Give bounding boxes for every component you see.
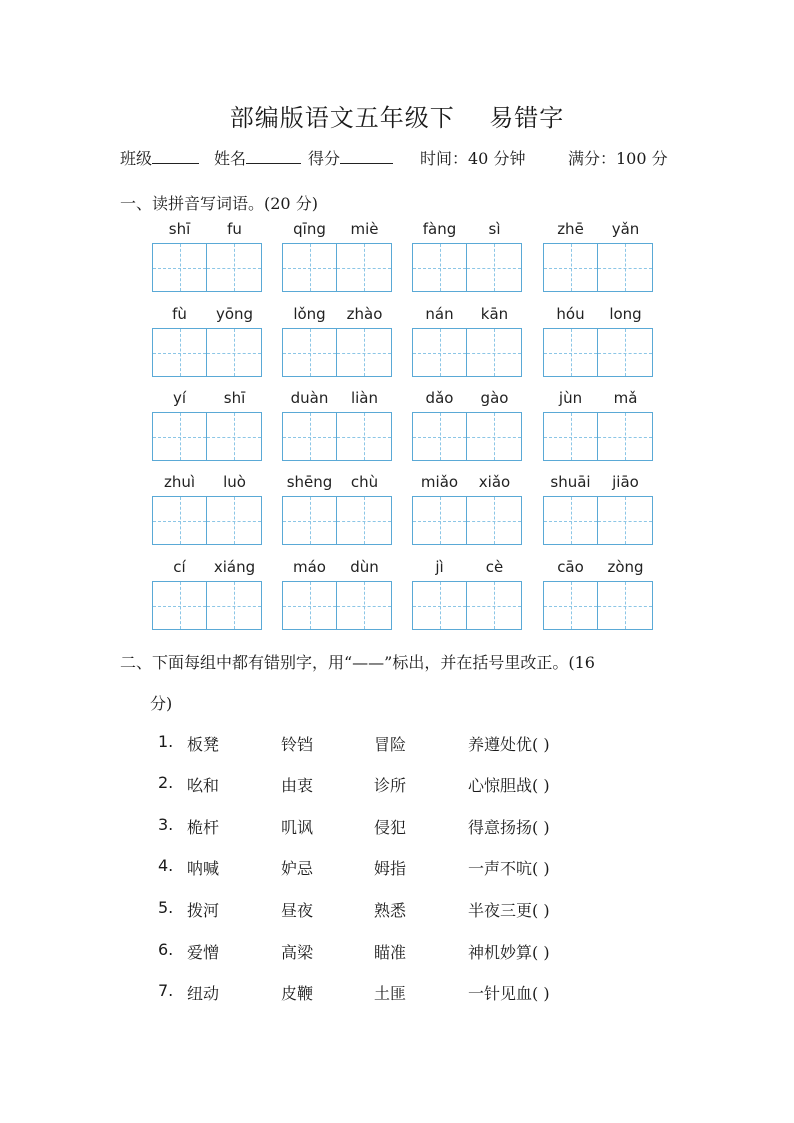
score-label: 得分 <box>308 149 341 168</box>
idiom-with-blank: 神机妙算( ) <box>468 943 550 962</box>
pinyin-syllable: máo <box>293 558 326 576</box>
idiom-with-blank: 一声不吭( ) <box>468 859 550 878</box>
writing-box[interactable] <box>152 328 207 377</box>
writing-box[interactable] <box>467 243 522 292</box>
time-text: 时间：40 分钟 <box>420 149 526 168</box>
pinyin-syllable: xiǎo <box>478 473 511 491</box>
writing-box[interactable] <box>282 496 337 545</box>
writing-box[interactable] <box>598 328 653 377</box>
writing-box[interactable] <box>152 243 207 292</box>
item-number: 3. <box>158 815 174 834</box>
word-group <box>152 305 262 377</box>
word-item <box>158 732 618 756</box>
word: 板凳 <box>187 735 220 754</box>
pinyin-syllable: hóu <box>556 305 585 323</box>
word-group <box>412 558 522 630</box>
word-group <box>412 473 522 545</box>
writing-box[interactable] <box>467 581 522 630</box>
word-item <box>158 898 618 922</box>
writing-box[interactable] <box>412 581 467 630</box>
pinyin-syllable: dǎo <box>425 389 454 407</box>
word-group <box>412 220 522 292</box>
word: 爱憎 <box>187 943 220 962</box>
pinyin-syllable: kān <box>480 305 509 323</box>
pinyin-syllable: jùn <box>558 389 583 407</box>
writing-box[interactable] <box>337 328 392 377</box>
writing-box[interactable] <box>282 581 337 630</box>
pinyin-syllable: jì <box>435 558 444 576</box>
pinyin-syllable: miǎo <box>420 473 459 491</box>
pinyin-syllable: yōng <box>215 305 254 323</box>
writing-box[interactable] <box>337 496 392 545</box>
writing-box[interactable] <box>282 328 337 377</box>
writing-box[interactable] <box>543 412 598 461</box>
writing-box[interactable] <box>543 243 598 292</box>
word-group <box>282 389 392 461</box>
info-line <box>120 146 680 170</box>
word-group <box>282 305 392 377</box>
pinyin-syllable: lǒng <box>293 305 326 323</box>
pinyin-syllable: cí <box>173 558 186 576</box>
writing-box[interactable] <box>412 243 467 292</box>
writing-box[interactable] <box>282 243 337 292</box>
pinyin-syllable: dùn <box>350 558 379 576</box>
pinyin-syllable: nán <box>425 305 454 323</box>
word-group <box>282 558 392 630</box>
word: 妒忌 <box>281 859 314 878</box>
writing-box[interactable] <box>543 328 598 377</box>
pinyin-syllable: mǎ <box>613 389 638 407</box>
word: 土匪 <box>374 984 407 1003</box>
writing-box[interactable] <box>467 412 522 461</box>
word-group <box>543 220 653 292</box>
word: 皮鞭 <box>281 984 314 1003</box>
pinyin-syllable: luò <box>223 473 246 491</box>
writing-box[interactable] <box>412 328 467 377</box>
full-score-text: 满分：100 分 <box>568 149 668 168</box>
pinyin-syllable: zòng <box>607 558 644 576</box>
pinyin-syllable: zhào <box>346 305 383 323</box>
word: 拨河 <box>187 901 220 920</box>
word-group <box>152 558 262 630</box>
pinyin-syllable: jiāo <box>612 473 639 491</box>
pinyin-syllable: yǎn <box>611 220 640 238</box>
pinyin-syllable: yí <box>172 389 187 407</box>
pinyin-syllable: liàn <box>350 389 379 407</box>
idiom-with-blank: 一针见血( ) <box>468 984 550 1003</box>
pinyin-syllable: zhē <box>557 220 584 238</box>
pinyin-syllable: miè <box>350 220 379 238</box>
pinyin-syllable: xiáng <box>213 558 256 576</box>
word: 叽讽 <box>281 818 314 837</box>
class-blank[interactable] <box>152 146 199 164</box>
item-number: 4. <box>158 856 174 875</box>
word-group <box>412 305 522 377</box>
word: 吆和 <box>187 776 220 795</box>
pinyin-syllable: cāo <box>557 558 584 576</box>
word-group <box>282 473 392 545</box>
writing-box[interactable] <box>207 496 262 545</box>
word-group <box>152 389 262 461</box>
writing-box[interactable] <box>412 496 467 545</box>
pinyin-syllable: zhuì <box>163 473 196 491</box>
name-blank[interactable] <box>246 146 301 164</box>
pinyin-syllable: gào <box>480 389 509 407</box>
writing-box[interactable] <box>412 412 467 461</box>
word: 昼夜 <box>281 901 314 920</box>
writing-box[interactable] <box>467 496 522 545</box>
writing-box[interactable] <box>598 581 653 630</box>
pinyin-row <box>152 558 654 630</box>
pinyin-row <box>152 220 654 292</box>
word: 高梁 <box>281 943 314 962</box>
item-number: 7. <box>158 981 174 1000</box>
writing-box[interactable] <box>337 412 392 461</box>
writing-box[interactable] <box>598 496 653 545</box>
item-number: 1. <box>158 732 174 751</box>
pinyin-syllable: shuāi <box>550 473 591 491</box>
pinyin-syllable: qīng <box>293 220 326 238</box>
section1-heading: 一、读拼音写词语。(20 分) <box>120 194 318 213</box>
pinyin-syllable: shēng <box>286 473 333 491</box>
writing-box[interactable] <box>152 581 207 630</box>
pinyin-row <box>152 305 654 377</box>
idiom-with-blank: 半夜三更( ) <box>468 901 550 920</box>
pinyin-syllable: duàn <box>290 389 329 407</box>
pinyin-row <box>152 473 654 545</box>
word: 呐喊 <box>187 859 220 878</box>
score-blank[interactable] <box>340 146 393 164</box>
pinyin-syllable: long <box>609 305 642 323</box>
idiom-with-blank: 心惊胆战( ) <box>468 776 550 795</box>
word-group <box>543 558 653 630</box>
word: 桅杆 <box>187 818 220 837</box>
writing-box[interactable] <box>337 581 392 630</box>
item-number: 5. <box>158 898 174 917</box>
writing-box[interactable] <box>207 412 262 461</box>
writing-box[interactable] <box>337 243 392 292</box>
class-label: 班级 <box>120 149 153 168</box>
writing-box[interactable] <box>467 328 522 377</box>
word: 姆指 <box>374 859 407 878</box>
pinyin-syllable: fu <box>227 220 242 238</box>
pinyin-syllable: cè <box>485 558 504 576</box>
word: 瞄准 <box>374 943 407 962</box>
page-title: 部编版语文五年级下 易错字 <box>229 104 565 132</box>
pinyin-row <box>152 389 654 461</box>
word-group <box>543 389 653 461</box>
pinyin-syllable: chù <box>350 473 379 491</box>
pinyin-syllable: shī <box>168 220 191 238</box>
writing-box[interactable] <box>152 412 207 461</box>
word-group <box>543 305 653 377</box>
writing-box[interactable] <box>207 243 262 292</box>
writing-box[interactable] <box>598 412 653 461</box>
word-group <box>152 473 262 545</box>
writing-box[interactable] <box>207 328 262 377</box>
pinyin-syllable: fù <box>172 305 187 323</box>
writing-box[interactable] <box>282 412 337 461</box>
word: 熟悉 <box>374 901 407 920</box>
word: 纽动 <box>187 984 220 1003</box>
writing-box[interactable] <box>543 581 598 630</box>
score-field <box>308 146 340 169</box>
writing-box[interactable] <box>598 243 653 292</box>
word-group <box>282 220 392 292</box>
word: 冒险 <box>374 735 407 754</box>
item-number: 6. <box>158 940 174 959</box>
word: 诊所 <box>374 776 407 795</box>
name-field <box>214 146 246 169</box>
writing-box[interactable] <box>207 581 262 630</box>
word-item <box>158 815 618 839</box>
word-group <box>412 389 522 461</box>
word: 由衷 <box>281 776 314 795</box>
writing-box[interactable] <box>543 496 598 545</box>
section2-heading: 二、下面每组中都有错别字，用“——”标出，并在括号里改正。(16 <box>120 653 595 672</box>
word-item <box>158 940 618 964</box>
pinyin-syllable: shī <box>223 389 246 407</box>
idiom-with-blank: 得意扬扬( ) <box>468 818 550 837</box>
word: 侵犯 <box>374 818 407 837</box>
idiom-with-blank: 养遵处优( ) <box>468 735 550 754</box>
section2-heading-cont: 分) <box>150 694 173 713</box>
word: 铃铛 <box>281 735 314 754</box>
class-field <box>120 146 152 169</box>
name-label: 姓名 <box>214 149 247 168</box>
writing-box[interactable] <box>152 496 207 545</box>
word-item <box>158 856 618 880</box>
word-item <box>158 773 618 797</box>
pinyin-syllable: sì <box>488 220 501 238</box>
item-number: 2. <box>158 773 174 792</box>
word-group <box>543 473 653 545</box>
word-item <box>158 981 618 1005</box>
word-group <box>152 220 262 292</box>
pinyin-syllable: fàng <box>422 220 457 238</box>
